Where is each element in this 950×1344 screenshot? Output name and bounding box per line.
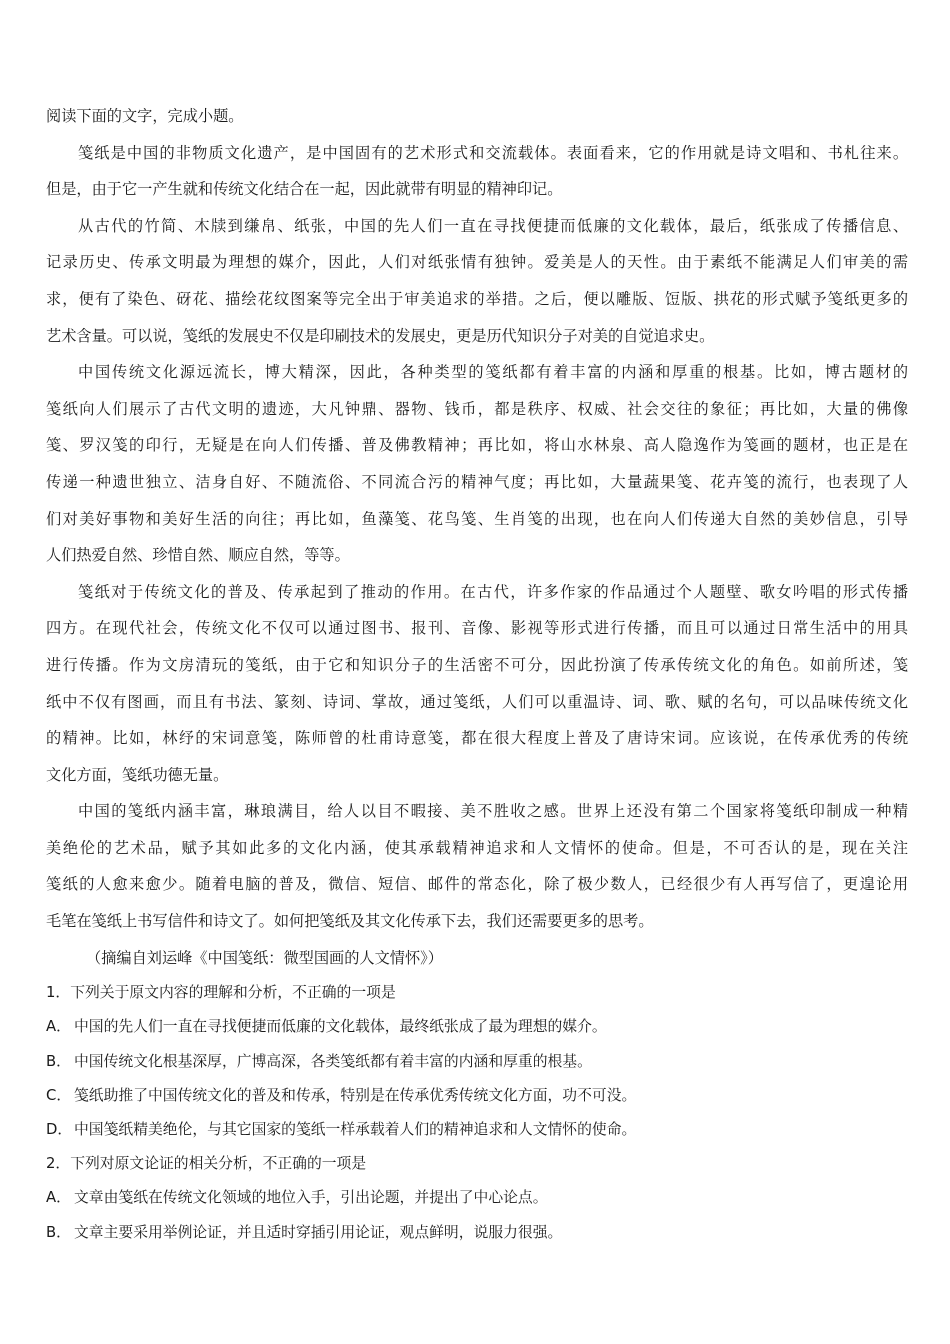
paragraph-line: 毛笔在笺纸上书写信件和诗文了。如何把笺纸及其文化传承下去，我们还需要更多的思考。: [46, 912, 654, 931]
option-letter: C．: [46, 1086, 72, 1104]
paragraph-line: 笺纸对于传统文化的普及、传承起到了推动的作用。在古代，许多作家的作品通过个人题壁、歌女吟唱的形式传播: [78, 582, 908, 601]
option-b: [46, 1045, 908, 1079]
paragraph-line: 笺纸是中国的非物质文化遗产，是中国固有的艺术形式和交流载体。表面看来，它的作用就是诗文唱和、书札往来。: [78, 143, 908, 162]
option-a: [46, 1010, 908, 1044]
option-letter: D．: [46, 1121, 73, 1138]
paragraph-2: [46, 208, 908, 354]
paragraph-line: 中国的笺纸内涵丰富，琳琅满目，给人以目不暇接、美不胜收之感。世界上还没有第二个国家将笺纸印制成一种精: [78, 802, 908, 821]
paragraph-line: 艺术含量。可以说，笺纸的发展史不仅是印刷技术的发展史，更是历代知识分子对美的自觉追求史。: [46, 326, 715, 345]
document-page: [46, 98, 908, 1250]
paragraph-line: 四方。在现代社会，传统文化不仅可以通过图书、报刊、音像、影视等形式进行传播，而且可以通过日常生活中的用具: [46, 619, 908, 638]
paragraph-5: [46, 793, 908, 939]
option-letter: B．: [46, 1052, 71, 1070]
option-text: 中国笺纸精美绝伦，与其它国家的笺纸一样承载着人们的精神追求和人文情怀的使命。: [74, 1121, 637, 1138]
instruction-text: 阅读下面的文字，完成小题。: [46, 107, 244, 125]
paragraph-line: 文化方面，笺纸功德无量。: [46, 765, 229, 784]
option-text: 文章由笺纸在传统文化领域的地位入手，引出论题，并提出了中心论点。: [74, 1189, 548, 1207]
paragraph-line: 的精神。比如，林纾的宋词意笺，陈师曾的杜甫诗意笺，都在很大程度上普及了唐诗宋词。应该说，在传承优秀的传统: [46, 729, 908, 748]
option-b: [46, 1216, 908, 1250]
paragraph-line: 们对美好事物和美好生活的向往；再比如，鱼藻笺、花鸟笺、生肖笺的出现，也在向人们传递大自然的美妙信息，引导: [46, 509, 908, 528]
question-stem: 2．下列对原文论证的相关分析，不正确的一项是: [46, 1155, 367, 1173]
paragraph-line: 笺纸的人愈来愈少。随着电脑的普及，微信、短信、邮件的常态化，除了极少数人，已经很少有人再写信了，更遑论用: [46, 875, 908, 894]
source-citation: （摘编自刘运峰《中国笺纸：微型国画的人文情怀》）: [86, 948, 443, 967]
option-d: [46, 1113, 908, 1147]
question-2: [46, 1147, 908, 1250]
paragraph-line: 但是，由于它一产生就和传统文化结合在一起，因此就带有明显的精神印记。: [46, 180, 563, 199]
option-letter: A．: [46, 1189, 71, 1207]
paragraph-line: 笺、罗汉笺的印行，无疑是在向人们传播、普及佛教精神；再比如，将山水林泉、高人隐逸作为笺画的题材，也正是在: [46, 436, 908, 455]
paragraph-line: 中国传统文化源远流长，博大精深，因此，各种类型的笺纸都有着丰富的内涵和厚重的根基。比如，博古题材的: [78, 363, 908, 382]
option-letter: B．: [46, 1223, 71, 1241]
paragraph-line: 笺纸向人们展示了古代文明的遗迹，大凡钟鼎、器物、钱币，都是秩序、权威、社会交往的象征；再比如，大量的佛像: [46, 399, 908, 418]
paragraph-1: [46, 135, 908, 208]
option-text: 中国传统文化根基深厚，广博高深，各类笺纸都有着丰富的内涵和厚重的根基。: [74, 1052, 592, 1070]
option-text: 中国的先人们一直在寻找便捷而低廉的文化载体，最终纸张成了最为理想的媒介。: [74, 1018, 607, 1036]
paragraph-4: [46, 574, 908, 794]
paragraph-line: 纸中不仅有图画，而且有书法、篆刻、诗词、掌故，通过笺纸，人们可以重温诗、词、歌、赋的名句，可以品味传统文化: [46, 692, 908, 711]
paragraph-line: 人们热爱自然、珍惜自然、顺应自然，等等。: [46, 546, 350, 565]
paragraph-line: 从古代的竹简、木牍到缣帛、纸张，中国的先人们一直在寻找便捷而低廉的文化载体，最后，纸张成了传播信息、: [78, 216, 908, 235]
question-1: [46, 976, 908, 1147]
paragraph-line: 求，便有了染色、砑花、描绘花纹图案等完全出于审美追求的举措。之后，便以雕版、饾版、拱花的形式赋予笺纸更多的: [46, 289, 908, 308]
paragraph-line: 进行传播。作为文房清玩的笺纸，由于它和知识分子的生活密不可分，因此扮演了传承传统文化的角色。如前所述，笺: [46, 655, 908, 674]
question-stem: 1．下列关于原文内容的理解和分析，不正确的一项是: [46, 984, 396, 1002]
paragraph-line: 美绝伦的艺术品，赋予其如此多的文化内涵，使其承载精神追求和人文情怀的使命。但是，不可否认的是，现在关注: [46, 838, 908, 857]
paragraph-3: [46, 354, 908, 574]
option-text: 文章主要采用举例论证，并且适时穿插引用论证，观点鲜明，说服力很强。: [74, 1223, 563, 1241]
option-letter: A．: [46, 1018, 71, 1036]
paragraph-line: 记录历史、传承文明最为理想的媒介，因此，人们对纸张情有独钟。爱美是人的天性。由于素纸不能满足人们审美的需: [46, 253, 908, 272]
paragraph-line: 传递一种遗世独立、洁身自好、不随流俗、不同流合污的精神气度；再比如，大量蔬果笺、花卉笺的流行，也表现了人: [46, 472, 908, 491]
option-text: 笺纸助推了中国传统文化的普及和传承，特别是在传承优秀传统文化方面，功不可没。: [74, 1086, 637, 1104]
option-c: [46, 1079, 908, 1113]
option-a: [46, 1181, 908, 1215]
